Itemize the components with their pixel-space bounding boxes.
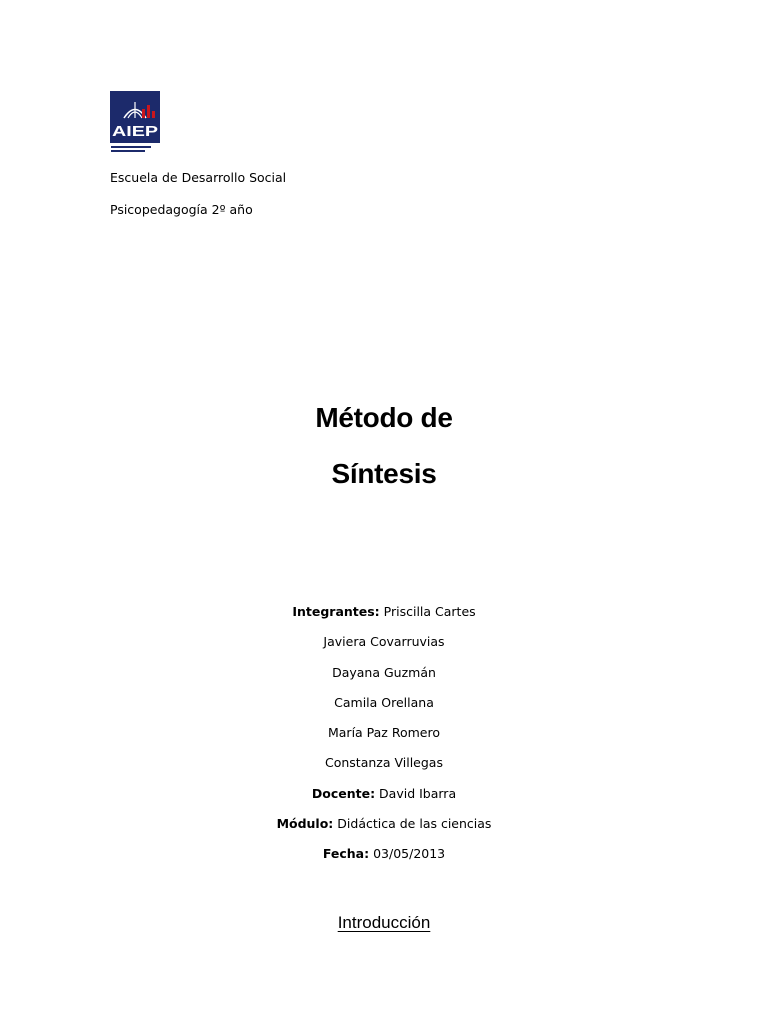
- logo-accent-2: [147, 105, 150, 118]
- credit-value: Camila Orellana: [334, 694, 434, 710]
- document-title-line-1: Método de: [315, 402, 453, 433]
- credit-value: Constanza Villegas: [325, 755, 443, 771]
- credit-value: David Ibarra: [379, 785, 457, 801]
- credit-value: Didáctica de las ciencias: [337, 815, 492, 831]
- credit-line: [0, 633, 768, 663]
- credit-line: [0, 845, 768, 875]
- school-name: Escuela de Desarrollo Social: [110, 170, 287, 185]
- credit-line: [0, 815, 768, 845]
- logo-accent-1: [142, 109, 145, 118]
- credit-label: Docente:: [311, 785, 376, 801]
- aiep-logo: [110, 91, 160, 155]
- credit-line: [0, 603, 768, 633]
- credit-value: Dayana Guzmán: [332, 664, 436, 680]
- logo-wordmark: AIEP: [112, 123, 158, 140]
- credit-value: 03/05/2013: [373, 846, 446, 861]
- logo-tagline-line-2: [111, 150, 145, 152]
- aiep-logo-graphic: [110, 91, 160, 155]
- logo-accent-3: [152, 111, 155, 118]
- credit-value: María Paz Romero: [327, 725, 440, 740]
- credit-line: [0, 694, 768, 724]
- credit-line: [0, 754, 768, 784]
- credit-line: [0, 724, 768, 754]
- program-name: Psicopedagogía 2º año: [110, 202, 253, 217]
- credits-list: [0, 603, 768, 875]
- document-title-line-2: Síntesis: [331, 458, 437, 489]
- credit-label: Fecha:: [322, 846, 370, 861]
- credit-value: Priscilla Cartes: [383, 604, 476, 619]
- section-heading-text: Introducción: [337, 913, 431, 932]
- credit-value: Javiera Covarruvias: [323, 634, 445, 650]
- section-heading: [0, 912, 768, 934]
- logo-tagline-line-1: [111, 146, 151, 148]
- credit-line: [0, 664, 768, 694]
- credit-label: Módulo:: [276, 815, 334, 831]
- credit-line: [0, 785, 768, 815]
- credit-label: Integrantes:: [292, 604, 380, 619]
